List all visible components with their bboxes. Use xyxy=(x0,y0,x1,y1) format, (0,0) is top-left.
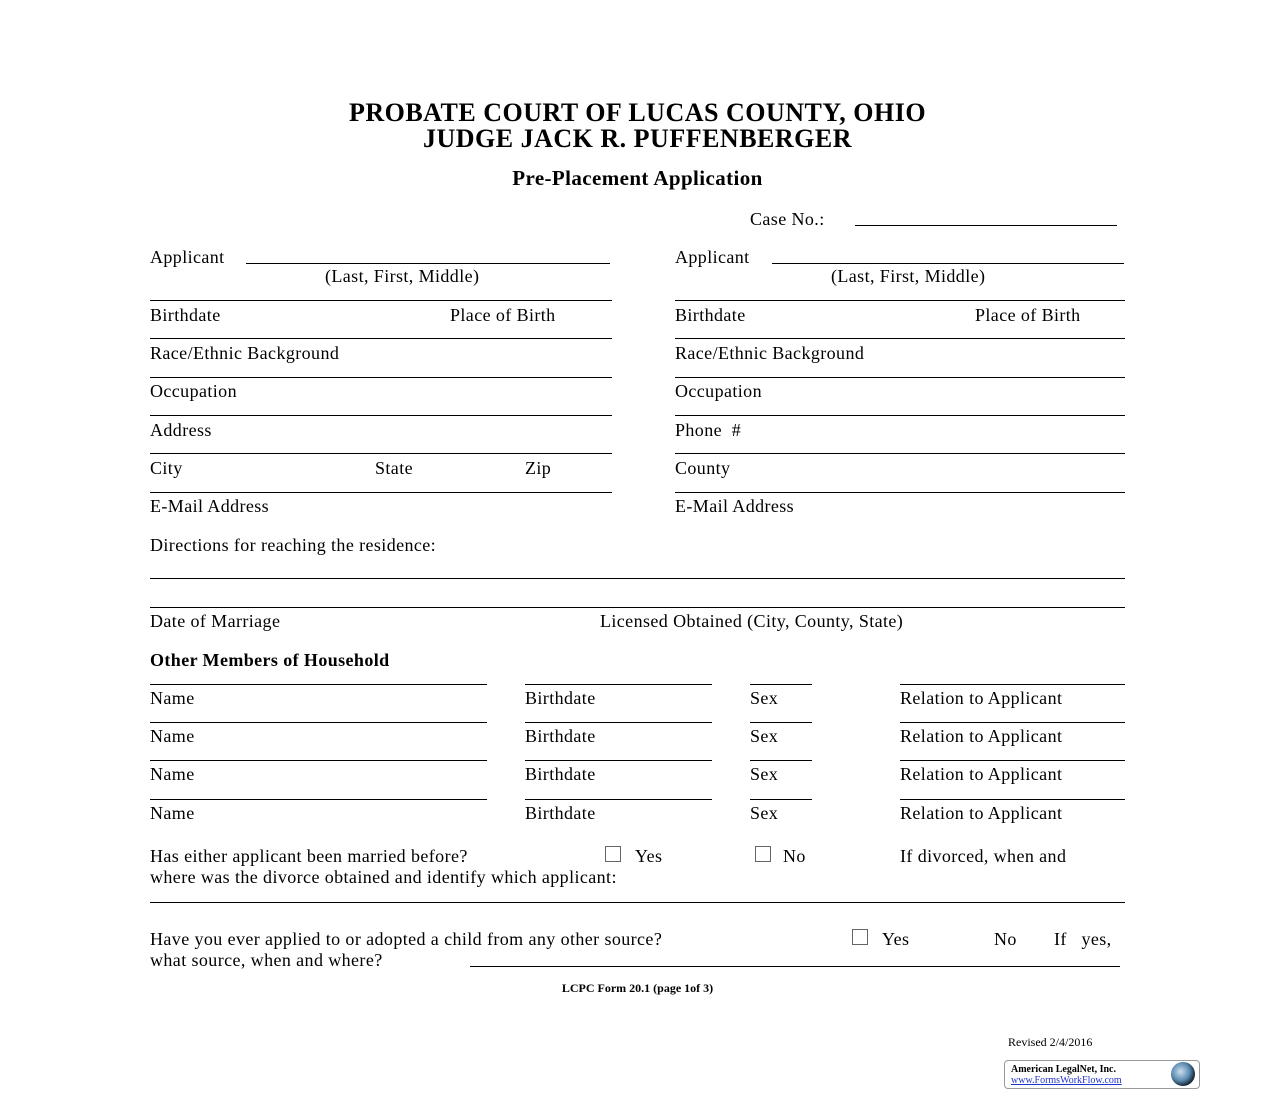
race-field-1[interactable] xyxy=(150,338,612,339)
relation-label: Relation to Applicant xyxy=(900,726,1063,746)
sex-label: Sex xyxy=(750,803,779,823)
logo-link[interactable]: www.FormsWorkFlow.com xyxy=(1011,1075,1122,1086)
case-no-label: Case No.: xyxy=(750,209,825,229)
married-yes-label: Yes xyxy=(635,846,663,866)
relation-label: Relation to Applicant xyxy=(900,688,1063,708)
sex-field[interactable] xyxy=(750,760,812,761)
marriage-field[interactable] xyxy=(150,607,1125,608)
court-title: PROBATE COURT OF LUCAS COUNTY, OHIO xyxy=(348,98,927,127)
birthdate-field[interactable] xyxy=(525,760,712,761)
city-field[interactable] xyxy=(150,453,612,454)
birthdate-label: Birthdate xyxy=(525,764,596,784)
adopted-question: Have you ever applied to or adopted a child from any other source? xyxy=(150,929,663,949)
adopted-source-field[interactable] xyxy=(470,966,1120,967)
email-field-2[interactable] xyxy=(675,492,1125,493)
name-field[interactable] xyxy=(150,799,487,800)
occupation-label: Occupation xyxy=(150,381,237,401)
married-yes-checkbox[interactable] xyxy=(605,846,621,862)
married-question: Has either applicant been married before? xyxy=(150,846,468,866)
phone-field[interactable] xyxy=(675,415,1125,416)
name-label: Name xyxy=(150,726,195,746)
name-hint: (Last, First, Middle) xyxy=(831,266,986,286)
adopted-yes-label: Yes xyxy=(882,929,910,949)
globe-icon xyxy=(1171,1062,1195,1086)
sex-label: Sex xyxy=(750,726,779,746)
married-no-label: No xyxy=(783,846,806,866)
adopted-no-label: No xyxy=(994,929,1017,949)
adopted-yes-checkbox[interactable] xyxy=(852,929,868,945)
applicant-2-label: Applicant xyxy=(675,247,750,267)
state-label: State xyxy=(375,458,413,478)
sex-field[interactable] xyxy=(750,722,812,723)
race-label: Race/Ethnic Background xyxy=(675,343,865,363)
occupation-label: Occupation xyxy=(675,381,762,401)
zip-label: Zip xyxy=(525,458,552,478)
household-heading: Other Members of Household xyxy=(150,650,390,670)
city-label: City xyxy=(150,458,183,478)
phone-label: Phone # xyxy=(675,420,742,440)
license-label: Licensed Obtained (City, County, State) xyxy=(600,611,904,631)
birthdate-field[interactable] xyxy=(525,684,712,685)
divorce-field[interactable] xyxy=(150,902,1125,903)
birthdate-field[interactable] xyxy=(525,722,712,723)
relation-field[interactable] xyxy=(900,799,1125,800)
name-field[interactable] xyxy=(150,684,487,685)
relation-label: Relation to Applicant xyxy=(900,803,1063,823)
date-of-marriage-label: Date of Marriage xyxy=(150,611,281,631)
relation-label: Relation to Applicant xyxy=(900,764,1063,784)
form-title: Pre-Placement Application xyxy=(512,166,763,190)
form-number: LCPC Form 20.1 (page 1of 3) xyxy=(561,981,714,995)
place-of-birth-label: Place of Birth xyxy=(450,305,556,325)
birthdate-label: Birthdate xyxy=(675,305,746,325)
birthdate-label: Birthdate xyxy=(525,726,596,746)
name-label: Name xyxy=(150,688,195,708)
race-field-2[interactable] xyxy=(675,338,1125,339)
name-field[interactable] xyxy=(150,760,487,761)
directions-label: Directions for reaching the residence: xyxy=(150,535,437,555)
relation-field[interactable] xyxy=(900,722,1125,723)
race-label: Race/Ethnic Background xyxy=(150,343,340,363)
address-label: Address xyxy=(150,420,212,440)
birthdate-label: Birthdate xyxy=(525,688,596,708)
county-label: County xyxy=(675,458,731,478)
adopted-if-text: If yes, xyxy=(1054,929,1112,949)
birth-field-2[interactable] xyxy=(675,300,1125,301)
sex-label: Sex xyxy=(750,764,779,784)
married-no-checkbox[interactable] xyxy=(755,846,771,862)
directions-field[interactable] xyxy=(150,578,1125,579)
name-label: Name xyxy=(150,803,195,823)
name-label: Name xyxy=(150,764,195,784)
place-of-birth-label: Place of Birth xyxy=(975,305,1081,325)
relation-field[interactable] xyxy=(900,760,1125,761)
email-label: E-Mail Address xyxy=(150,496,270,516)
case-no-field[interactable] xyxy=(855,225,1117,226)
logo-name: American LegalNet, Inc. xyxy=(1011,1064,1116,1075)
applicant-1-name-field[interactable] xyxy=(246,263,610,264)
judge-title: JUDGE JACK R. PUFFENBERGER xyxy=(422,124,852,153)
birthdate-label: Birthdate xyxy=(525,803,596,823)
divorced-text: If divorced, when and xyxy=(900,846,1067,866)
occupation-field-2[interactable] xyxy=(675,377,1125,378)
birthdate-label: Birthdate xyxy=(150,305,221,325)
sex-field[interactable] xyxy=(750,799,812,800)
email-label: E-Mail Address xyxy=(675,496,795,516)
name-field[interactable] xyxy=(150,722,487,723)
occupation-field-1[interactable] xyxy=(150,377,612,378)
applicant-1-label: Applicant xyxy=(150,247,225,267)
name-hint: (Last, First, Middle) xyxy=(325,266,480,286)
email-field-1[interactable] xyxy=(150,492,612,493)
birthdate-field[interactable] xyxy=(525,799,712,800)
revised-date: Revised 2/4/2016 xyxy=(1008,1035,1093,1049)
american-legalnet-logo[interactable] xyxy=(1004,1060,1200,1089)
sex-label: Sex xyxy=(750,688,779,708)
address-field[interactable] xyxy=(150,415,612,416)
adopted-text-line2: what source, when and where? xyxy=(150,950,383,970)
sex-field[interactable] xyxy=(750,684,812,685)
birth-field-1[interactable] xyxy=(150,300,612,301)
applicant-2-name-field[interactable] xyxy=(772,263,1124,264)
relation-field[interactable] xyxy=(900,684,1125,685)
county-field[interactable] xyxy=(675,453,1125,454)
divorced-text-line2: where was the divorce obtained and identify which applicant: xyxy=(150,867,617,887)
